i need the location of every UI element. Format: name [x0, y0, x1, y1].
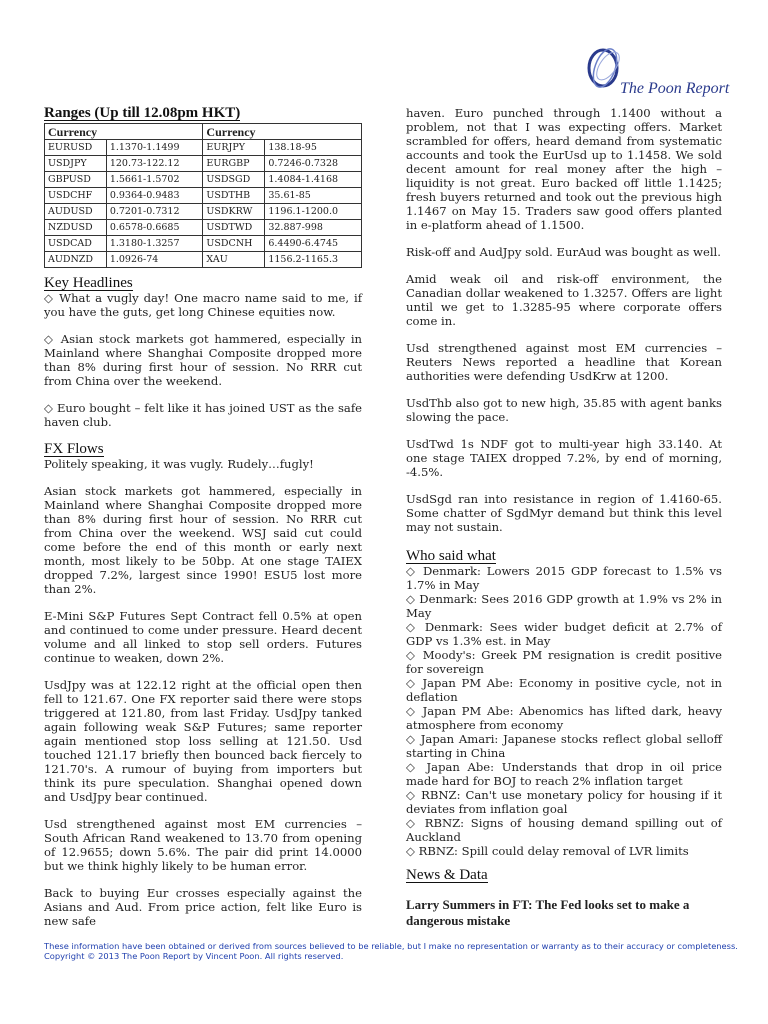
who-said-item: ◇ Japan PM Abe: Economy in positive cycle, not in deflation [406, 676, 722, 704]
range-cell: 138.18-95 [265, 140, 362, 156]
headline-item: ◇ Asian stock markets got hammered, especially in Mainland where Shanghai Composite dropped more than 8% during first hour of session. No RRR cut from China over the weekend. [44, 332, 363, 388]
footer-copyright: Copyright © 2013 The Poon Report by Vincent Poon. All rights reserved. [44, 951, 344, 961]
currency-pair-cell: USDJPY [45, 156, 107, 172]
ranges-title: Ranges (Up till 12.08pm HKT) [44, 105, 241, 121]
who-said-item: ◇ RBNZ: Signs of housing demand spilling out of Auckland [406, 816, 723, 844]
range-cell: 1.0926-74 [106, 252, 203, 268]
who-said-what-list [406, 564, 722, 858]
logo-text: The Poon Report [620, 80, 730, 97]
fx-paragraph: E-Mini S&P Futures Sept Contract fell 0.5% at open and continued to come under pressure. Heard decent volume and all linked to stop sell orders. Futures continue to weaken, down 2%. [44, 609, 362, 665]
table-row [45, 252, 362, 268]
currency-pair-cell: GBPUSD [45, 172, 107, 188]
range-cell: 0.7246-0.7328 [265, 156, 362, 172]
who-said-item: ◇ Moody's: Greek PM resignation is credit positive for sovereign [406, 648, 722, 676]
currency-pair-cell: AUDNZD [45, 252, 107, 268]
currency-pair-cell: XAU [203, 252, 265, 268]
currency-pair-cell: USDTHB [203, 188, 265, 204]
range-cell: 0.9364-0.9483 [106, 188, 203, 204]
who-said-item: ◇ Denmark: Lowers 2015 GDP forecast to 1.5% vs 1.7% in May [406, 564, 722, 592]
currency-pair-cell: USDCHF [45, 188, 107, 204]
currency-pair-cell: USDSGD [203, 172, 265, 188]
range-cell: 1.4084-1.4168 [265, 172, 362, 188]
range-cell: 6.4490-6.4745 [265, 236, 362, 252]
diamond-bullet-icon: ◇ [406, 676, 423, 690]
who-said-item: ◇ Japan Amari: Japanese stocks reflect global selloff starting in China [406, 732, 722, 760]
who-said-item: ◇ Japan PM Abe: Abenomics has lifted dark, heavy atmosphere from economy [406, 704, 722, 732]
diamond-bullet-icon: ◇ [44, 291, 60, 305]
currency-pair-cell: USDCNH [203, 236, 265, 252]
who-said-item: ◇ Denmark: Sees 2016 GDP growth at 1.9% vs 2% in May [406, 592, 723, 620]
currency-pair-cell: USDTWD [203, 220, 265, 236]
range-cell: 32.887-998 [265, 220, 362, 236]
footer-disclaimer: These information have been obtained or derived from sources believed to be reliable, but I make no representation or warranty as to their accuracy or completeness. [44, 941, 738, 951]
fx-paragraph: UsdSgd ran into resistance in region of 1.4160-65. Some chatter of SgdMyr demand but think this level may not sustain. [406, 492, 722, 534]
range-cell: 1.3180-1.3257 [106, 236, 203, 252]
table-row [45, 188, 362, 204]
fx-paragraph: UsdJpy was at 122.12 right at the official open then fell to 121.67. One FX reporter said there were stops triggered at 121.80, from last Friday. UsdJpy tanked again following weak S&P Futures; same reporter again mentioned stop loss selling at 121.50. Usd touched 121.17 briefly then bounced back fiercely to 121.70's. A rumour of buying from importers but think its pure speculation. Shanghai opened down and UsdJpy bear continued. [44, 678, 362, 804]
range-cell: 0.6578-0.6685 [106, 220, 203, 236]
range-cell: 35.61-85 [265, 188, 362, 204]
diamond-bullet-icon: ◇ [406, 564, 423, 578]
diamond-bullet-icon: ◇ [406, 760, 427, 774]
table-row [45, 172, 362, 188]
currency-pair-cell: NZDUSD [45, 220, 107, 236]
diamond-bullet-icon: ◇ [44, 401, 57, 415]
diamond-bullet-icon: ◇ [406, 620, 425, 634]
table-header-currency: Currency [45, 124, 203, 140]
fx-paragraph: UsdThb also got to new high, 35.85 with agent banks slowing the pace. [406, 396, 722, 424]
fx-paragraph: Amid weak oil and risk-off environment, the Canadian dollar weakened to 1.3257. Offers are light until we get to 1.3285-95 where corporate offers come in. [406, 272, 722, 328]
fx-paragraph: UsdTwd 1s NDF got to multi-year high 33.140. At one stage TAIEX dropped 7.2%, by end of morning, -4.5%. [406, 437, 722, 479]
range-cell: 1196.1-1200.0 [265, 204, 362, 220]
range-cell: 0.7201-0.7312 [106, 204, 203, 220]
range-cell: 120.73-122.12 [106, 156, 203, 172]
diamond-bullet-icon: ◇ [406, 844, 419, 858]
fx-paragraph: Usd strengthened against most EM currencies – South African Rand weakened to 13.70 from opening of 12.9655; down 5.6%. The pair did print 14.0000 but we think highly likely to be human error. [44, 817, 362, 873]
who-said-what-title: Who said what [406, 548, 496, 564]
table-row [45, 156, 362, 172]
news-data-title: News & Data [406, 867, 488, 883]
fx-paragraph: Asian stock markets got hammered, especially in Mainland where Shanghai Composite dropped more than 8% during first hour of session. No RRR cut from China over the weekend. WSJ said cut could come before the end of this month or early next month, most likely to be 50bp. At one stage TAIEX dropped 7.2%, largest since 1990! ESU5 lost more than 2%. [44, 484, 362, 596]
range-cell: 1156.2-1165.3 [265, 252, 362, 268]
fx-paragraph: Usd strengthened against most EM currencies – Reuters News reported a headline that Korean authorities were defending UsdKrw at 1200. [406, 341, 722, 383]
diamond-bullet-icon: ◇ [44, 332, 61, 346]
currency-pair-cell: AUDUSD [45, 204, 107, 220]
currency-pair-cell: USDKRW [203, 204, 265, 220]
fx-paragraph: haven. Euro punched through 1.1400 without a problem, not that I was expecting offers. Market scrambled for offers, heard demand from systematic accounts and took the EurUsd up to 1.1458. We sold decent amount for real money after the high – liquidity is not great. Euro backed off little 1.1425; fresh buyers returned and took out the previous high 1.1467 on May 15. Traders saw good offers planted in e-platform ahead of 1.1500. [406, 106, 722, 232]
who-said-item: ◇ RBNZ: Spill could delay removal of LVR limits [406, 844, 689, 858]
diamond-bullet-icon: ◇ [406, 592, 420, 606]
headline-item: ◇ What a vugly day! One macro name said to me, if you have the guts, get long Chinese equities now. [44, 291, 362, 319]
fx-flows-title: FX Flows [44, 441, 104, 457]
diamond-bullet-icon: ◇ [406, 816, 425, 830]
table-row [45, 140, 362, 156]
table-row [45, 236, 362, 252]
who-said-item: ◇ Denmark: Sees wider budget deficit at 2.7% of GDP vs 1.3% est. in May [406, 620, 723, 648]
currency-pair-cell: EURGBP [203, 156, 265, 172]
fx-intro: Politely speaking, it was vugly. Rudely…fugly! [44, 457, 314, 471]
news-headline: Larry Summers in FT: The Fed looks set to make a dangerous mistake [406, 897, 690, 928]
right-column [406, 106, 722, 929]
table-header-currency: Currency [203, 124, 362, 140]
range-cell: 1.5661-1.5702 [106, 172, 203, 188]
diamond-bullet-icon: ◇ [406, 704, 423, 718]
table-header-row [45, 124, 362, 140]
fx-paragraph: Risk-off and AudJpy sold. EurAud was bought as well. [406, 245, 721, 259]
footer [44, 941, 738, 961]
range-cell: 1.1370-1.1499 [106, 140, 203, 156]
currency-pair-cell: EURUSD [45, 140, 107, 156]
who-said-item: ◇ RBNZ: Can't use monetary policy for housing if it deviates from inflation goal [406, 788, 722, 816]
who-said-item: ◇ Japan Abe: Understands that drop in oil price made hard for BOJ to reach 2% inflation target [406, 760, 722, 788]
left-column [44, 106, 362, 928]
fx-paragraph: Back to buying Eur crosses especially against the Asians and Aud. From price action, felt like Euro is new safe [44, 886, 362, 928]
ranges-table [44, 123, 362, 268]
currency-pair-cell: EURJPY [203, 140, 265, 156]
diamond-bullet-icon: ◇ [406, 732, 421, 746]
currency-pair-cell: USDCAD [45, 236, 107, 252]
table-row [45, 220, 362, 236]
diamond-bullet-icon: ◇ [406, 788, 422, 802]
diamond-bullet-icon: ◇ [406, 648, 423, 662]
headline-item: ◇ Euro bought – felt like it has joined UST as the safe haven club. [44, 401, 363, 429]
key-headlines-title: Key Headlines [44, 275, 133, 291]
table-row [45, 204, 362, 220]
